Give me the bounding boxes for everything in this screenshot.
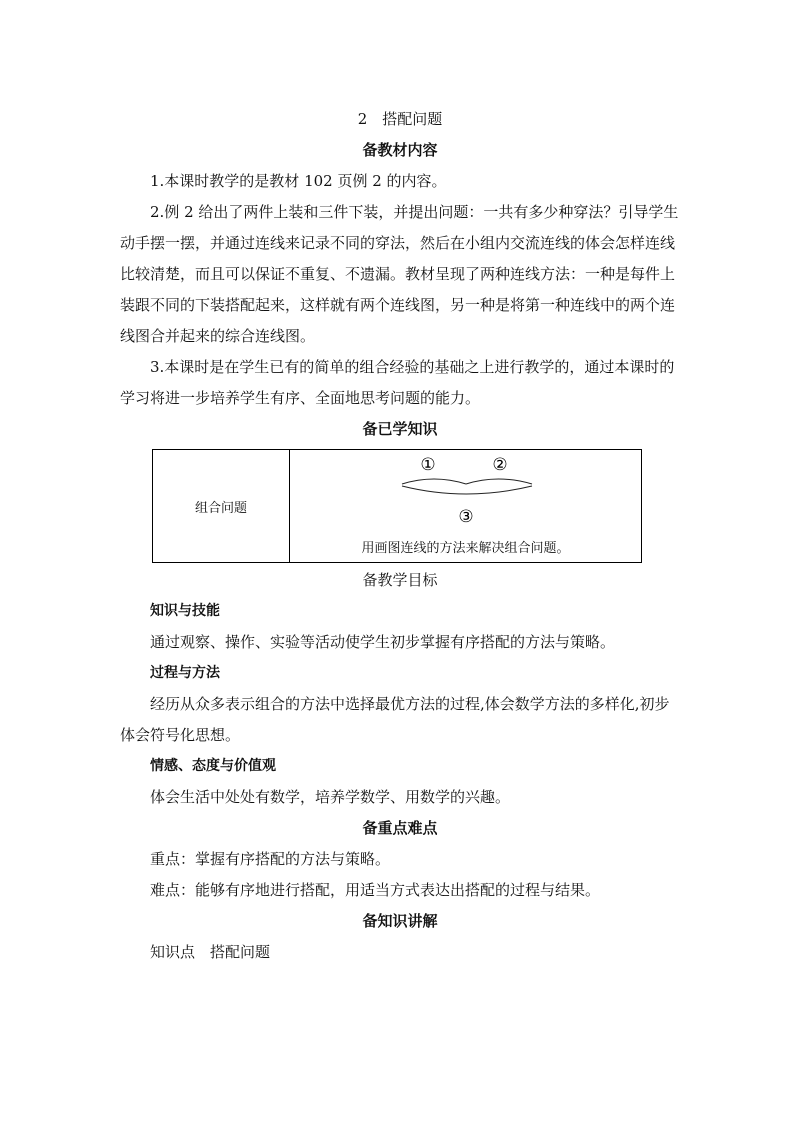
section-heading-material: 备教材内容 [362,141,438,159]
difficult-point: 难点：能够有序地进行搭配，用适当方式表达出搭配的过程与结果。 [150,881,601,899]
knowledge-point: 知识点 搭配问题 [150,943,271,961]
arc-2-3 [466,479,532,484]
node-3: ③ [458,507,474,527]
goal-1-text: 通过观察、操作、实验等活动使学生初步掌握有序搭配的方法与策略。 [150,633,616,651]
material-paragraph-1: 1.本课时教学的是教材 102 页例 2 的内容。 [150,172,447,190]
goal-2-text: 经历从众多表示组合的方法中选择最优方法的过程,体会数学方法的多样化,初步体会符号化思想。 [120,695,670,744]
key-point: 重点：掌握有序搭配的方法与策略。 [150,850,391,868]
section-heading-goals: 备教学目标 [362,571,438,589]
goal-2-title: 过程与方法 [150,665,220,681]
lesson-content [120,104,680,968]
section-heading-key: 备重点难点 [362,819,438,837]
goal-1-title: 知识与技能 [150,603,220,619]
node-2: ② [492,455,508,475]
material-paragraph-3: 3.本课时是在学生已有的简单的组合经验的基础之上进行教学的，通过本课时的学习将进一步培养学生有序、全面地思考问题的能力。 [120,358,675,407]
lesson-title: 2 搭配问题 [357,110,443,128]
section-heading-prior: 备已学知识 [362,420,438,438]
arc-1-3 [402,486,532,494]
prior-topic-cell: 组合问题 [153,450,290,562]
prior-diagram-cell [290,450,641,562]
section-heading-explain: 备知识讲解 [362,912,438,930]
node-1: ① [420,455,436,475]
prior-knowledge-table [152,449,642,563]
goal-3-text: 体会生活中处处有数学，培养学数学、用数学的兴趣。 [150,788,511,806]
arc-1-2 [402,479,466,484]
goal-3-title: 情感、态度与价值观 [150,758,276,774]
diagram-caption: 用画图连线的方法来解决组合问题。 [361,541,570,556]
material-paragraph-2: 2.例 2 给出了两件上装和三件下装，并提出问题：一共有多少种穿法？引导学生动手摆一摆，并通过连线来记录不同的穿法，然后在小组内交流连线的体会怎样连线比较清楚，而且可以保证不重复、不遗漏。教材呈现了两种连线方法：一种是每件上装跟不同的下装搭配起来，这样就有两个连线图，另一种是将第一种连线中的两个连线图合并起来的综合连线图。 [120,203,679,345]
